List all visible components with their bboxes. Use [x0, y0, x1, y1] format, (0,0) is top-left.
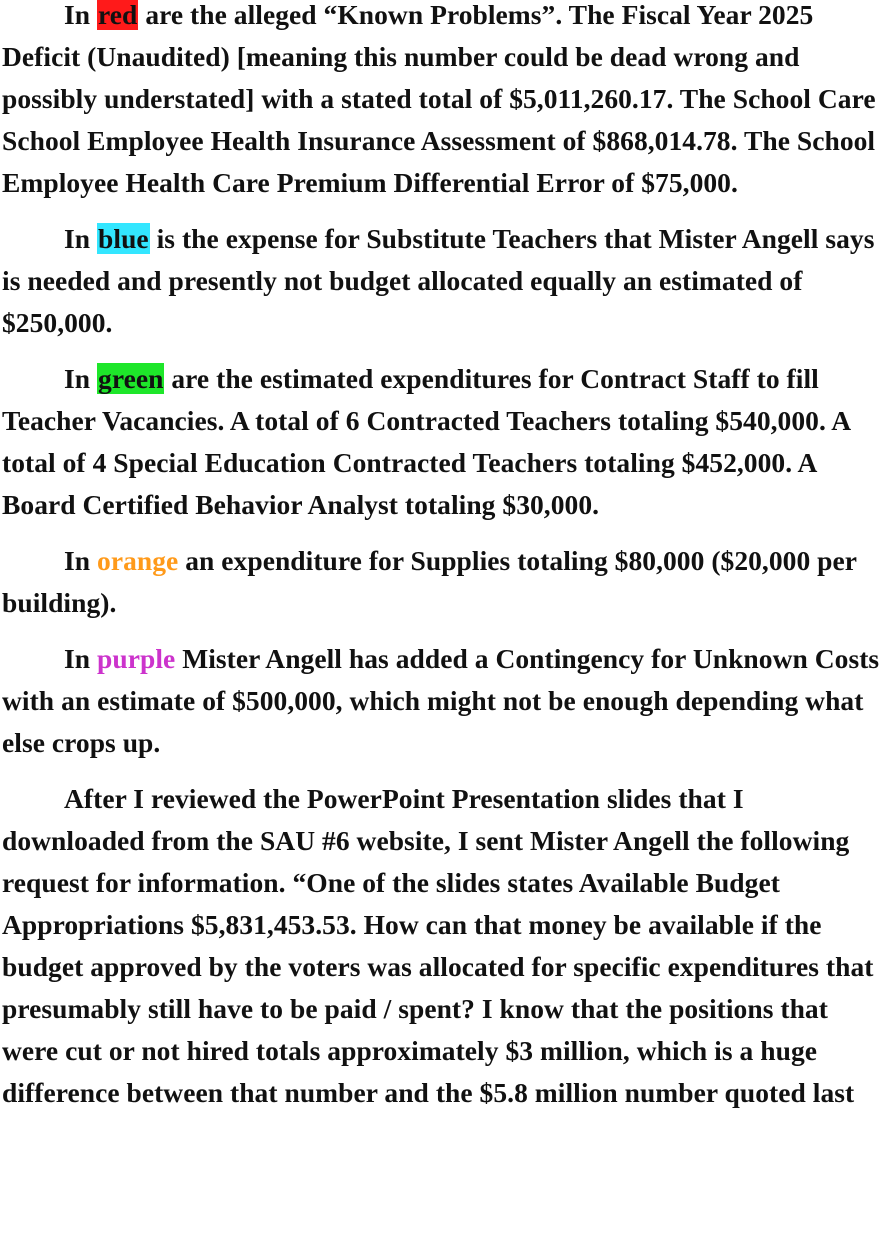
- paragraph-lead: In: [64, 363, 98, 394]
- paragraph-substitute-teachers: [2, 218, 880, 344]
- red-highlight-marker: red: [98, 0, 138, 30]
- green-highlight-marker: green: [98, 363, 164, 394]
- purple-text-marker: purple: [97, 643, 176, 674]
- paragraph-lead: In: [64, 223, 98, 254]
- orange-text-marker: orange: [97, 545, 179, 576]
- paragraph-text: Mister Angell has added a Contingency for Unknown Costs with an estimate of $500,000, which might not be enough depending what else crops up.: [2, 643, 880, 758]
- paragraph-text: is the expense for Substitute Teachers that Mister Angell says is needed and presently not budget allocated equally an estimated of $250,000.: [2, 223, 875, 338]
- paragraph-contingency: [2, 638, 880, 764]
- paragraph-text: are the estimated expenditures for Contract Staff to fill Teacher Vacancies. A total of 6 Contracted Teachers totaling $540,000. A total of 4 Special Education Contracted Teachers totaling $452,000. A Board Certified Behavior Analyst totaling $30,000.: [2, 363, 850, 520]
- paragraph-lead: In: [64, 545, 98, 576]
- paragraph-lead: In: [64, 643, 98, 674]
- paragraph-known-problems: [2, 0, 880, 204]
- paragraph-request-for-information: [2, 778, 880, 1114]
- paragraph-contract-staff: [2, 358, 880, 526]
- blue-highlight-marker: blue: [98, 223, 149, 254]
- paragraph-text: an expenditure for Supplies totaling $80,000 ($20,000 per building).: [2, 545, 857, 618]
- paragraph-lead: In: [64, 0, 98, 30]
- paragraph-text: After I reviewed the PowerPoint Presentation slides that I downloaded from the SAU #6 website, I sent Mister Angell the following request for information. “One of the slides states Available Budget Appropriations $5,831,453.53. How can that money be available if the budget approved by the voters was allocated for specific expenditures that presumably still have to be paid / spent? I know that the positions that were cut or not hired totals approximately $3 million, which is a huge difference between that number and the $5.8 million number quoted last: [2, 783, 874, 1108]
- document-body: [2, 0, 880, 1128]
- paragraph-supplies: [2, 540, 880, 624]
- paragraph-text: are the alleged “Known Problems”. The Fiscal Year 2025 Deficit (Unaudited) [meaning this number could be dead wrong and possibly understated] with a stated total of $5,011,260.17. The School Care School Employee Health Insurance Assessment of $868,014.78. The School Employee Health Care Premium Differential Error of $75,000.: [2, 0, 876, 198]
